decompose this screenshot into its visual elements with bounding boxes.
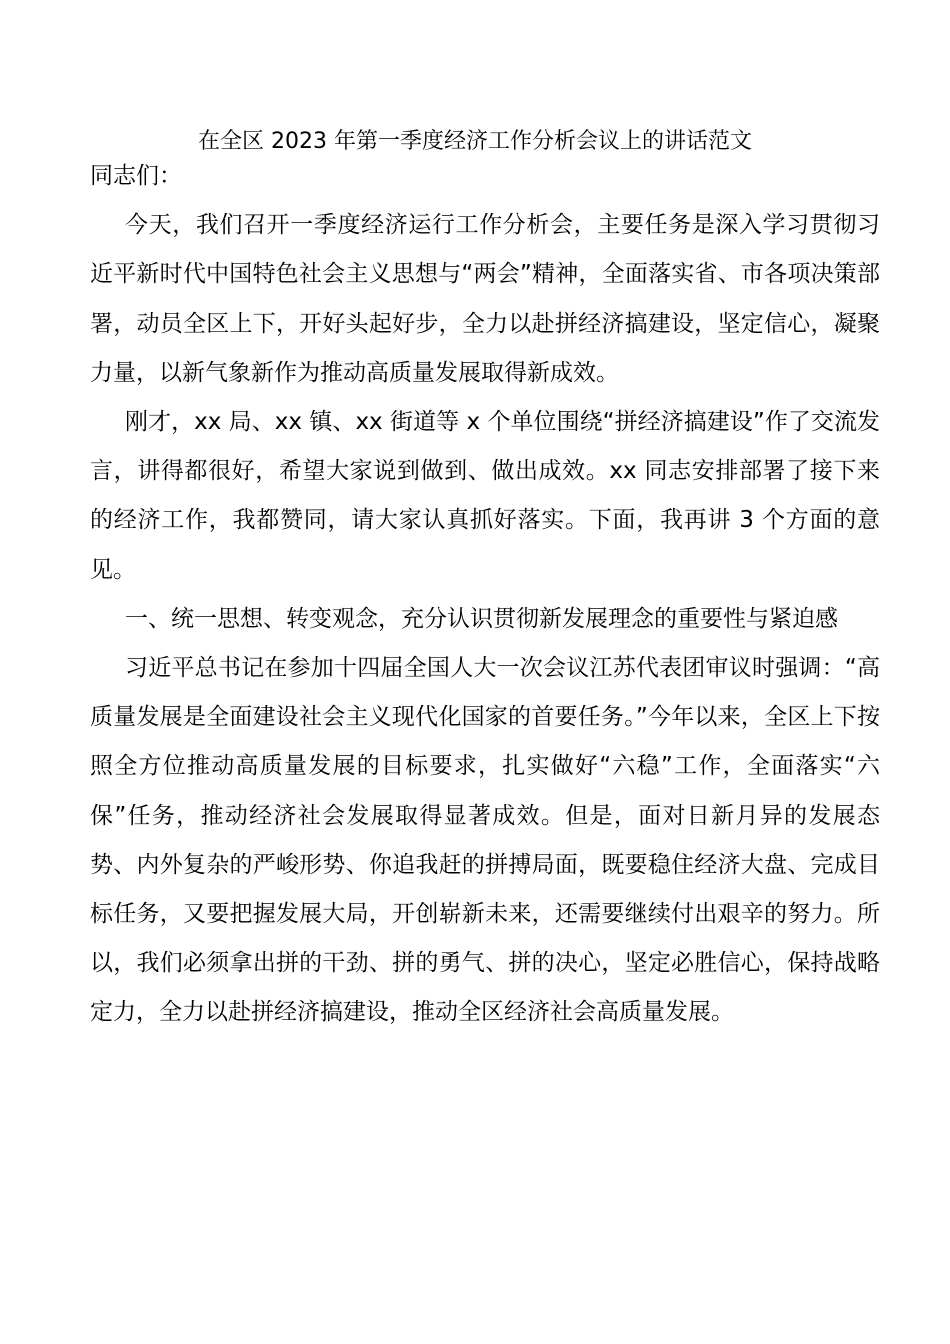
document-title: 在全区 2023 年第一季度经济工作分析会议上的讲话范文 bbox=[198, 129, 752, 154]
document-body bbox=[90, 152, 880, 1038]
paragraph-remarks: 刚才，xx 局、xx 镇、xx 街道等 x 个单位围绕“拼经济搞建设”作了交流发言，讲得都很好，希望大家说到做到、做出成效。xx 同志安排部署了接下来的经济工作，我都赞同，请大家认真抓好落实。下面，我再讲 3 个方面的意见。 bbox=[90, 409, 880, 583]
paragraph-opening: 今天，我们召开一季度经济运行工作分析会，主要任务是深入学习贯彻习近平新时代中国特色社会主义思想与“两会”精神，全面落实省、市各项决策部署，动员全区上下，开好头起好步，全力以赴拼经济搞建设，坚定信心，凝聚力量，以新气象新作为推动高质量发展取得新成效。 bbox=[90, 212, 880, 386]
salutation: 同志们： bbox=[90, 163, 182, 189]
section-heading-1: 一、统一思想、转变观念，充分认识贯彻新发展理念的重要性与紧迫感 bbox=[125, 605, 838, 632]
paragraph-section-1: 习近平总书记在参加十四届全国人大一次会议江苏代表团审议时强调：“高质量发展是全面建设社会主义现代化国家的首要任务。”今年以来，全区上下按照全方位推动高质量发展的目标要求，扎实做好“六稳”工作，全面落实“六保”任务，推动经济社会发展取得显著成效。但是，面对日新月异的发展态势、内外复杂的严峻形势、你追我赶的拼搏局面，既要稳住经济大盘、完成目标任务，又要把握发展大局，开创崭新未来，还需要继续付出艰辛的努力。所以，我们必须拿出拼的干劲、拼的勇气、拼的决心，坚定必胜信心，保持战略定力，全力以赴拼经济搞建设，推动全区经济社会高质量发展。 bbox=[90, 655, 880, 1026]
